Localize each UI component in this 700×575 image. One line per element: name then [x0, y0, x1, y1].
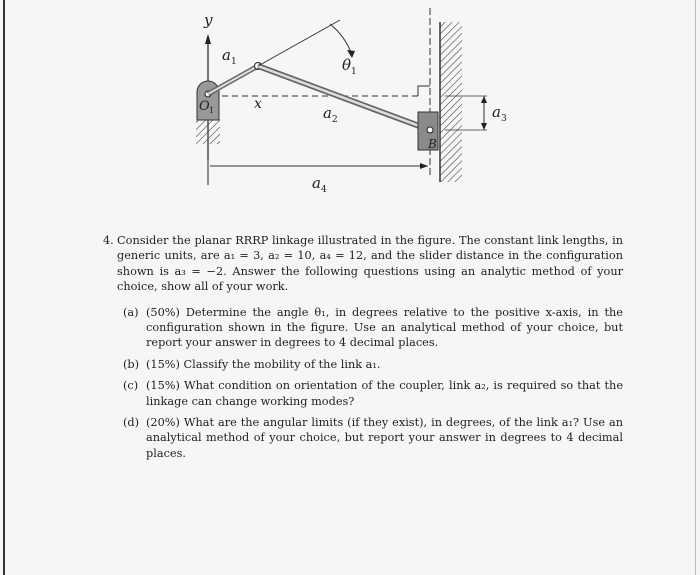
part-c	[103, 378, 623, 409]
label-theta1-sub: 1	[351, 67, 357, 77]
label-a4: a	[312, 174, 321, 192]
label-a3-sub: 3	[501, 114, 507, 124]
problem-parts	[103, 305, 623, 462]
part-label: (a)	[123, 305, 139, 319]
label-theta1: θ	[342, 56, 352, 74]
y-axis-arrow	[205, 34, 211, 44]
part-text: (15%) What condition on orientation of the coupler, link a₂, is required so that the linkage can change working modes?	[146, 379, 623, 408]
label-a1: a	[222, 46, 231, 64]
wall-hatch	[440, 22, 462, 182]
label-b: B	[428, 137, 437, 151]
label-a1-sub: 1	[231, 57, 237, 67]
part-d	[103, 415, 623, 461]
label-a4-sub: 4	[321, 185, 327, 195]
label-o1: O	[199, 99, 210, 114]
joint-b	[427, 127, 433, 133]
part-label: (c)	[123, 379, 139, 393]
part-a	[103, 305, 623, 351]
part-label: (b)	[123, 357, 140, 371]
part-b	[103, 357, 623, 372]
part-text: (15%) Classify the mobility of the link a₁.	[146, 357, 381, 371]
problem-4	[103, 233, 623, 467]
problem-intro: Consider the planar RRRP linkage illustrated in the figure. The constant link lengths, in generic units, are a₁ = 3, a₂ = 10, a₄ = 12, and the slider distance in the configuration shown is a₃ = −2. Answer the following questions using an analytic method of your choice, show all of your work.	[117, 234, 623, 294]
label-y: y	[204, 11, 213, 29]
label-o1-sub: 1	[209, 106, 215, 115]
linkage-figure	[0, 0, 700, 230]
part-label: (d)	[123, 416, 140, 430]
theta-ref-line	[258, 20, 340, 66]
label-a2: a	[323, 104, 332, 122]
part-text: (50%) Determine the angle θ₁, in degrees relative to the positive x-axis, in the configuration shown in the figure. Use an analytical method of your choice, but report your answer in degrees to 4 decimal places.	[146, 305, 623, 350]
part-text: (20%) What are the angular limits (if they exist), in degrees, of the link a₁? Use an analytical method of your choice, but report your answer in degrees to 4 decimal places.	[146, 416, 623, 460]
problem-number: 4.	[103, 234, 114, 247]
label-x: x	[254, 96, 262, 112]
label-a2-sub: 2	[332, 115, 338, 125]
label-a3: a	[492, 103, 501, 121]
ground-hatch-o1	[196, 118, 220, 144]
